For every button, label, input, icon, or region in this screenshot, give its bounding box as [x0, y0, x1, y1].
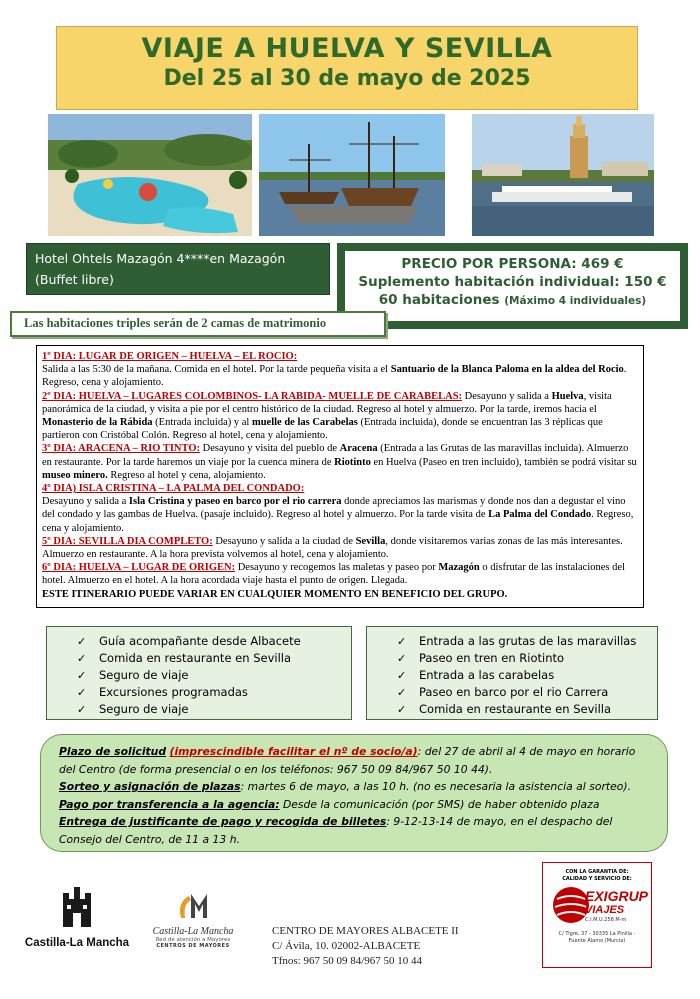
day-5: 5º DIA: SEVILLA DIA COMPLETO: Desayuno y salida a la ciudad de Sevilla, donde visitaremos varias zonas de las más interesantes. Almuerzo en restaurante. A la hora prevista volvemos al hotel, cena y alojamiento. [42, 535, 623, 561]
check-icon: ✓ [77, 635, 87, 648]
hotel-pool-photo [48, 114, 252, 236]
list-item: ✓ Paseo en barco por el rio Carrera [397, 685, 609, 699]
price-per-person: PRECIO POR PERSONA: 469 € [401, 256, 624, 272]
check-icon: ✓ [77, 703, 87, 716]
included-list-right [366, 626, 658, 720]
day-3-title: 3º DIA: ARACENA – RIO TINTO: [42, 443, 200, 455]
rooms-count: 60 habitaciones (Máximo 4 individuales) [378, 292, 647, 308]
trip-title: VIAJE A HUELVA Y SEVILLA [141, 33, 553, 64]
check-icon: ✓ [397, 703, 407, 716]
clm-name: Castilla-La Mancha [24, 937, 130, 949]
center-phones: Tfnos: 967 50 09 84/967 50 10 44 [272, 955, 423, 967]
caravels-photo [259, 114, 445, 236]
max-individual: (Máximo 4 individuales) [504, 295, 647, 307]
exi-address-2: Fuente Álamo (Murcia) [568, 938, 626, 944]
application-info-box [40, 734, 668, 852]
itinerary-disclaimer: ESTE ITINERARIO PUEDE VARIAR EN CUALQUIER MOMENTO EN BENEFICIO DEL GRUPO. [42, 588, 508, 600]
day-6-title: 6º DIA: HUELVA – LUGAR DE ORIGEN: [42, 562, 236, 574]
castle-crest-icon [57, 885, 97, 931]
trip-dates: Del 25 al 30 de mayo de 2025 [163, 66, 531, 91]
sorteo-line: Sorteo y asignación de plazas: martes 6 de mayo, a las 10 h. (no es necesaria la asistencia al sorteo). [59, 780, 632, 793]
exi-brand-viajes: VIAJES [585, 904, 625, 916]
center-street: C/ Ávila, 10. 02002-ALBACETE [272, 940, 421, 952]
center-name: CENTRO DE MAYORES ALBACETE II [272, 925, 459, 937]
exi-guarantee-1: CON LA GARANTIA DE: [565, 869, 629, 875]
centros-tag: CENTROS DE MAYORES [156, 943, 230, 949]
check-icon: ✓ [397, 652, 407, 665]
exi-address-1: C/ Tigre, 37 - 30335 La Pinilla - [558, 931, 636, 937]
list-item: ✓ Seguro de viaje [77, 668, 189, 682]
exigrup-logo [542, 862, 652, 968]
list-item: ✓ Paseo en tren en Riotinto [397, 651, 565, 665]
check-icon: ✓ [77, 652, 87, 665]
check-icon: ✓ [397, 686, 407, 699]
day-1-title: 1º DIA: LUGAR DE ORIGEN – HUELVA – EL ROCIO: [42, 351, 298, 362]
check-icon: ✓ [397, 669, 407, 682]
list-item: ✓ Guía acompañante desde Albacete [77, 634, 301, 648]
centros-mayores-logo [148, 888, 238, 958]
day-3: 3º DIA: ARACENA – RIO TINTO: Desayuno y visita del pueblo de Aracena (Entrada a las Grutas de las maravillas incluida). Almuerzo en restaurante. Por la tarde haremos un viaje por la cuenca minera de Riotinto en Huelva (Paseo en tren incluido), también se podrá visitar su museo minero. Regreso al hotel y cena, alojamiento. [42, 443, 637, 481]
day-2-title: 2º DIA: HUELVA – LUGARES COLOMBINOS- LA RABIDA- MUELLE DE CARABELAS: [42, 390, 463, 402]
hotel-info-box [26, 243, 330, 295]
price-box [337, 243, 688, 329]
list-item: ✓ Entrada a las grutas de las maravillas [397, 634, 637, 648]
exi-brand: EXIGRUP [585, 888, 649, 904]
exi-guarantee-2: CALIDAD Y SERVICIO DE: [562, 876, 632, 882]
included-list-left [46, 626, 352, 720]
list-item: ✓ Comida en restaurante en Sevilla [397, 702, 612, 716]
day-4-title: 4º DIA) ISLA CRISTINA – LA PALMA DEL CONDADO: [42, 483, 305, 495]
single-supplement: Suplemento habitación individual: 150 € [358, 274, 667, 290]
entrega-line: Entrega de justificante de pago y recogida de billetes: 9-12-13-14 de mayo, en el despacho del Consejo del Centro, de 11 a 13 h. [59, 815, 613, 846]
itinerary-box [36, 345, 644, 608]
check-icon: ✓ [77, 686, 87, 699]
centros-name: Castilla-La Mancha [152, 926, 234, 937]
centros-logo-icon [173, 888, 213, 922]
list-item: ✓ Comida en restaurante en Sevilla [77, 651, 292, 665]
castilla-la-mancha-logo [22, 885, 132, 955]
pago-line: Pago por transferencia a la agencia: Desde la comunicación (por SMS) de haber obtenido plaza [59, 797, 600, 811]
triple-room-note: Las habitaciones triples serán de 2 camas de matrimonio [10, 311, 386, 337]
center-address [272, 924, 532, 969]
sevilla-torre-del-oro-photo [472, 114, 654, 236]
list-item: ✓ Excursiones programadas [77, 685, 248, 699]
check-icon: ✓ [397, 635, 407, 648]
centros-sub: Red de atención a Mayores [155, 937, 231, 943]
day-2: 2º DIA: HUELVA – LUGARES COLOMBINOS- LA RABIDA- MUELLE DE CARABELAS: Desayuno y salida a Huelva, visita panorámica de la ciudad, y visita a pie por el centro histórico de la ciudad. Regreso al hotel y almuerzo. Por la tarde, iremos hacia el Monasterio de la Rábida (Entrada incluida) y al muelle de las Carabelas (Entrada incluida), donde se encuentran las 3 réplicas que partieron con Cristóbal Colón. Regreso al hotel, cena y alojamiento. [42, 390, 612, 442]
hotel-board: (Buffet libre) [35, 272, 114, 287]
day-6: 6º DIA: HUELVA – LUGAR DE ORIGEN: Desayuno y recogemos las maletas y paseo por Mazagón o disfrutar de las instalaciones del hotel. Almuerzo en el hotel. A la hora acordada viaje hasta el punto de origen. Llegada. [42, 562, 625, 587]
hotel-name: Hotel Ohtels Mazagón 4****en Mazagón [35, 251, 286, 266]
check-icon: ✓ [77, 669, 87, 682]
day-1: 1º DIA: LUGAR DE ORIGEN – HUELVA – EL ROCIO: Salida a las 5:30 de la mañana. Comida en el hotel. Por la tarde pequeña visita a el Santuario de la Blanca Paloma en la aldea del Rocio. Regreso, cena y alojamiento. [42, 351, 627, 389]
list-item: ✓ Entrada a las carabelas [397, 668, 555, 682]
plazo-line: Plazo de solicitud (imprescindible facilitar el nº de socio/a): del 27 de abril al 4 de mayo en horario del Centro (de forma presencial o en los teléfonos: 967 50 09 84/967 50 10 44). [59, 745, 636, 776]
list-item: ✓ Seguro de viaje [77, 702, 189, 716]
exi-cicma: C.I.M.U.258.M-m [585, 917, 627, 923]
title-banner [56, 26, 638, 110]
day-5-title: 5º DIA: SEVILLA DIA COMPLETO: [42, 535, 213, 547]
day-4: 4º DIA) ISLA CRISTINA – LA PALMA DEL CONDADO: Desayuno y salida a Isla Cristina y paseo en barco por el rio carrera donde apreciamos las marismas y donde nos dan a degustar el vino del condado y las gambas de Huelva. (pasaje incluido). Regreso al hotel y almuerzo. Por la tarde visita de La Palma del Condado. Regreso, cena y alojamiento. [42, 483, 634, 534]
